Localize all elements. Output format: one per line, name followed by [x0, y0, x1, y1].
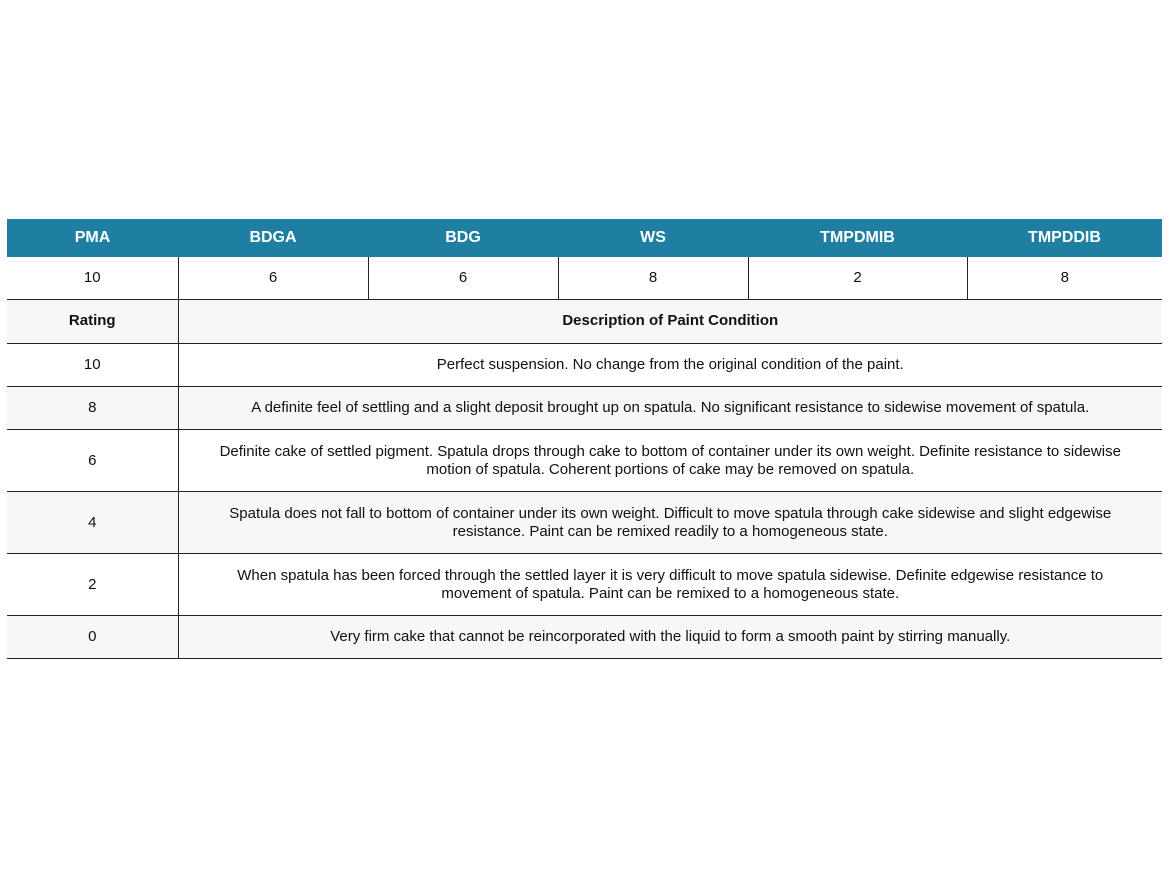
rating-description: Very firm cake that cannot be reincorporated with the liquid to form a smooth paint by stirring manually.: [178, 616, 1162, 659]
rating-description: A definite feel of settling and a slight deposit brought up on spatula. No significant resistance to sidewise movement of spatula.: [178, 387, 1162, 430]
rating-value: 4: [7, 492, 178, 554]
rating-description: Spatula does not fall to bottom of container under its own weight. Difficult to move spatula through cake sidewise and slight edgewise resistance. Paint can be remixed readily to a homogeneous state.: [178, 492, 1162, 554]
paint-settling-table: [7, 219, 1162, 659]
table-row: [7, 387, 1162, 430]
header-bdg: BDG: [368, 219, 558, 257]
table-row: [7, 616, 1162, 659]
rating-value: 10: [7, 344, 178, 387]
table-row: [7, 492, 1162, 554]
value-bdg: 6: [368, 257, 558, 299]
header-pma: PMA: [7, 219, 178, 257]
rating-value: 8: [7, 387, 178, 430]
value-tmpdmib: 2: [748, 257, 967, 299]
value-bdga: 6: [178, 257, 368, 299]
rating-description: When spatula has been forced through the settled layer it is very difficult to move spatula sidewise. Definite edgewise resistance to movement of spatula. Paint can be remixed to a homogeneous state.: [178, 554, 1162, 616]
description-column-header: Description of Paint Condition: [178, 300, 1162, 344]
rating-value: 2: [7, 554, 178, 616]
header-ws: WS: [558, 219, 748, 257]
compound-ratings-table: [7, 219, 1162, 300]
compound-value-row: [7, 257, 1162, 299]
table-row: [7, 430, 1162, 492]
table-row: [7, 344, 1162, 387]
rating-column-header: Rating: [7, 300, 178, 344]
value-pma: 10: [7, 257, 178, 299]
header-tmpddib: TMPDDIB: [967, 219, 1162, 257]
rating-value: 6: [7, 430, 178, 492]
table-row: [7, 554, 1162, 616]
rating-scale-table: [7, 300, 1162, 660]
rating-value: 0: [7, 616, 178, 659]
value-tmpddib: 8: [967, 257, 1162, 299]
rating-description: Perfect suspension. No change from the original condition of the paint.: [178, 344, 1162, 387]
compound-header-row: [7, 219, 1162, 257]
value-ws: 8: [558, 257, 748, 299]
header-bdga: BDGA: [178, 219, 368, 257]
header-tmpdmib: TMPDMIB: [748, 219, 967, 257]
rating-description: Definite cake of settled pigment. Spatula drops through cake to bottom of container under its own weight. Definite resistance to sidewise motion of spatula. Coherent portions of cake may be removed on spatula.: [178, 430, 1162, 492]
rating-header-row: [7, 300, 1162, 344]
